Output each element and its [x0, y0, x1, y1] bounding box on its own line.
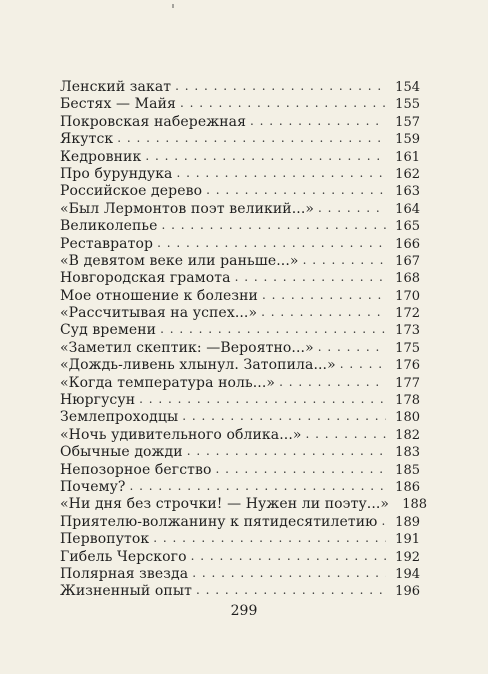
toc-title: Реставратор [60, 235, 154, 252]
toc-row [60, 114, 420, 131]
toc-row [60, 322, 420, 339]
toc-page-number: 163 [395, 184, 420, 200]
toc-row [60, 496, 428, 513]
toc-title: Нюргусун [60, 392, 136, 409]
toc-row [60, 357, 420, 374]
toc-row [60, 79, 420, 96]
toc-row [60, 462, 420, 479]
toc-row [60, 96, 420, 113]
dot-leader [303, 252, 386, 269]
dot-leader [235, 269, 386, 286]
toc-page-number: 192 [395, 549, 420, 565]
toc-row [60, 392, 420, 409]
dot-leader [279, 374, 386, 391]
toc-title: Мое отношение к болезни [60, 287, 258, 304]
toc-page-number: 185 [395, 462, 420, 478]
toc-page-number: 165 [395, 219, 420, 235]
dot-leader [187, 443, 386, 460]
toc-title: Якутск [60, 131, 114, 148]
toc-row [60, 270, 420, 287]
toc-page-number: 189 [395, 514, 420, 530]
toc-title: Кедровник [60, 148, 142, 165]
dot-leader [177, 165, 386, 182]
toc-title: Землепроходцы [60, 409, 179, 426]
dot-leader [180, 95, 386, 112]
dot-leader [160, 321, 386, 338]
dot-leader [196, 582, 386, 599]
toc-title: «Был Лермонтов поэт великий...» [60, 200, 315, 217]
toc-page-number: 178 [395, 393, 420, 409]
toc-title: Приятелю-волжанину к пятидесятилетию [60, 513, 378, 530]
toc-row [60, 131, 420, 148]
toc-page-number: 164 [395, 201, 420, 217]
toc-row [60, 479, 420, 496]
dot-leader [139, 391, 386, 408]
toc-title: Суд времени [60, 322, 157, 339]
toc-row [60, 218, 420, 235]
toc-page-number: 180 [395, 410, 420, 426]
dot-leader [250, 113, 386, 130]
toc-row [60, 288, 420, 305]
dot-leader [191, 548, 386, 565]
toc-title: Гибель Черского [60, 548, 187, 565]
toc-row [60, 305, 420, 322]
dot-leader [216, 461, 386, 478]
toc-row [60, 253, 420, 270]
toc-title: Первопуток [60, 531, 150, 548]
toc-row [60, 201, 420, 218]
table-of-contents [60, 79, 428, 601]
toc-page-number: 173 [395, 323, 420, 339]
toc-page-number: 154 [395, 80, 420, 95]
toc-title: Полярная звезда [60, 565, 189, 582]
toc-title: Почему? [60, 478, 126, 495]
toc-page-number: 162 [395, 166, 420, 182]
dot-leader [261, 304, 386, 321]
toc-title: Непозорное бегство [60, 461, 212, 478]
toc-page-number: 175 [395, 340, 420, 356]
toc-row [60, 566, 420, 583]
toc-page-number: 161 [395, 149, 420, 165]
toc-page-number: 176 [395, 358, 420, 374]
toc-title: Российское дерево [60, 183, 203, 200]
dot-leader [306, 426, 386, 443]
toc-page-number: 177 [395, 375, 420, 391]
toc-title: «Когда температура ноль...» [60, 374, 276, 391]
dot-leader [318, 200, 386, 217]
toc-title: «Заметил скептик: —Вероятно...» [60, 339, 314, 356]
toc-page-number: 183 [395, 445, 420, 461]
toc-page-number: 155 [395, 97, 420, 113]
dot-leader [175, 78, 386, 95]
toc-row [60, 409, 420, 426]
toc-page-number: 191 [395, 532, 420, 548]
toc-row [60, 514, 420, 531]
toc-page-number: 167 [395, 253, 420, 269]
toc-title: Обычные дожди [60, 444, 183, 461]
toc-page-number: 166 [395, 236, 420, 252]
toc-row [60, 183, 420, 200]
toc-row [60, 444, 420, 461]
toc-title: Великолепье [60, 218, 158, 235]
toc-title: Покровская набережная [60, 113, 247, 130]
toc-page-number: 186 [395, 479, 420, 495]
dot-leader [206, 182, 386, 199]
toc-page-number: 196 [395, 584, 420, 600]
toc-page-number: 182 [395, 427, 420, 443]
dot-leader [117, 130, 386, 147]
toc-title: Про бурундука [60, 165, 173, 182]
toc-title: «Дождь-ливень хлынул. Затопила...» [60, 357, 336, 374]
toc-page-number: 172 [395, 306, 420, 322]
toc-row [60, 166, 420, 183]
dot-leader [130, 478, 386, 495]
toc-title: «В девятом веке или раньше...» [60, 252, 299, 269]
toc-page-number: 170 [395, 288, 420, 304]
toc-row [60, 236, 420, 253]
toc-title: «Ночь удивительного облика...» [60, 426, 302, 443]
print-mark [172, 4, 174, 8]
toc-row [60, 149, 420, 166]
dot-leader [182, 408, 386, 425]
toc-page-number: 168 [395, 271, 420, 287]
dot-leader [340, 356, 386, 373]
dot-leader [192, 565, 386, 582]
dot-leader [153, 530, 386, 547]
toc-row [60, 340, 420, 357]
toc-title: Ленский закат [60, 79, 172, 95]
toc-title: «Ни дня без строчки! — Нужен ли поэту...» [60, 496, 390, 513]
toc-title: «Рассчитывая на успех...» [60, 305, 258, 322]
toc-row [60, 549, 420, 566]
toc-row [60, 583, 420, 600]
toc-row [60, 375, 420, 392]
page-number: 299 [230, 603, 258, 619]
dot-leader [381, 513, 386, 530]
toc-title: Бестях — Майя [60, 96, 176, 113]
dot-leader [145, 148, 386, 165]
toc-page-number: 157 [395, 114, 420, 130]
toc-page-number: 188 [402, 497, 428, 513]
toc-page-number: 159 [395, 132, 420, 148]
toc-page-number: 194 [395, 566, 420, 582]
dot-leader [157, 235, 386, 252]
dot-leader [162, 217, 387, 234]
toc-row [60, 531, 420, 548]
dot-leader [262, 287, 386, 304]
toc-title: Жизненный опыт [60, 583, 192, 600]
toc-row [60, 427, 420, 444]
toc-title: Новгородская грамота [60, 270, 231, 287]
dot-leader [318, 339, 386, 356]
